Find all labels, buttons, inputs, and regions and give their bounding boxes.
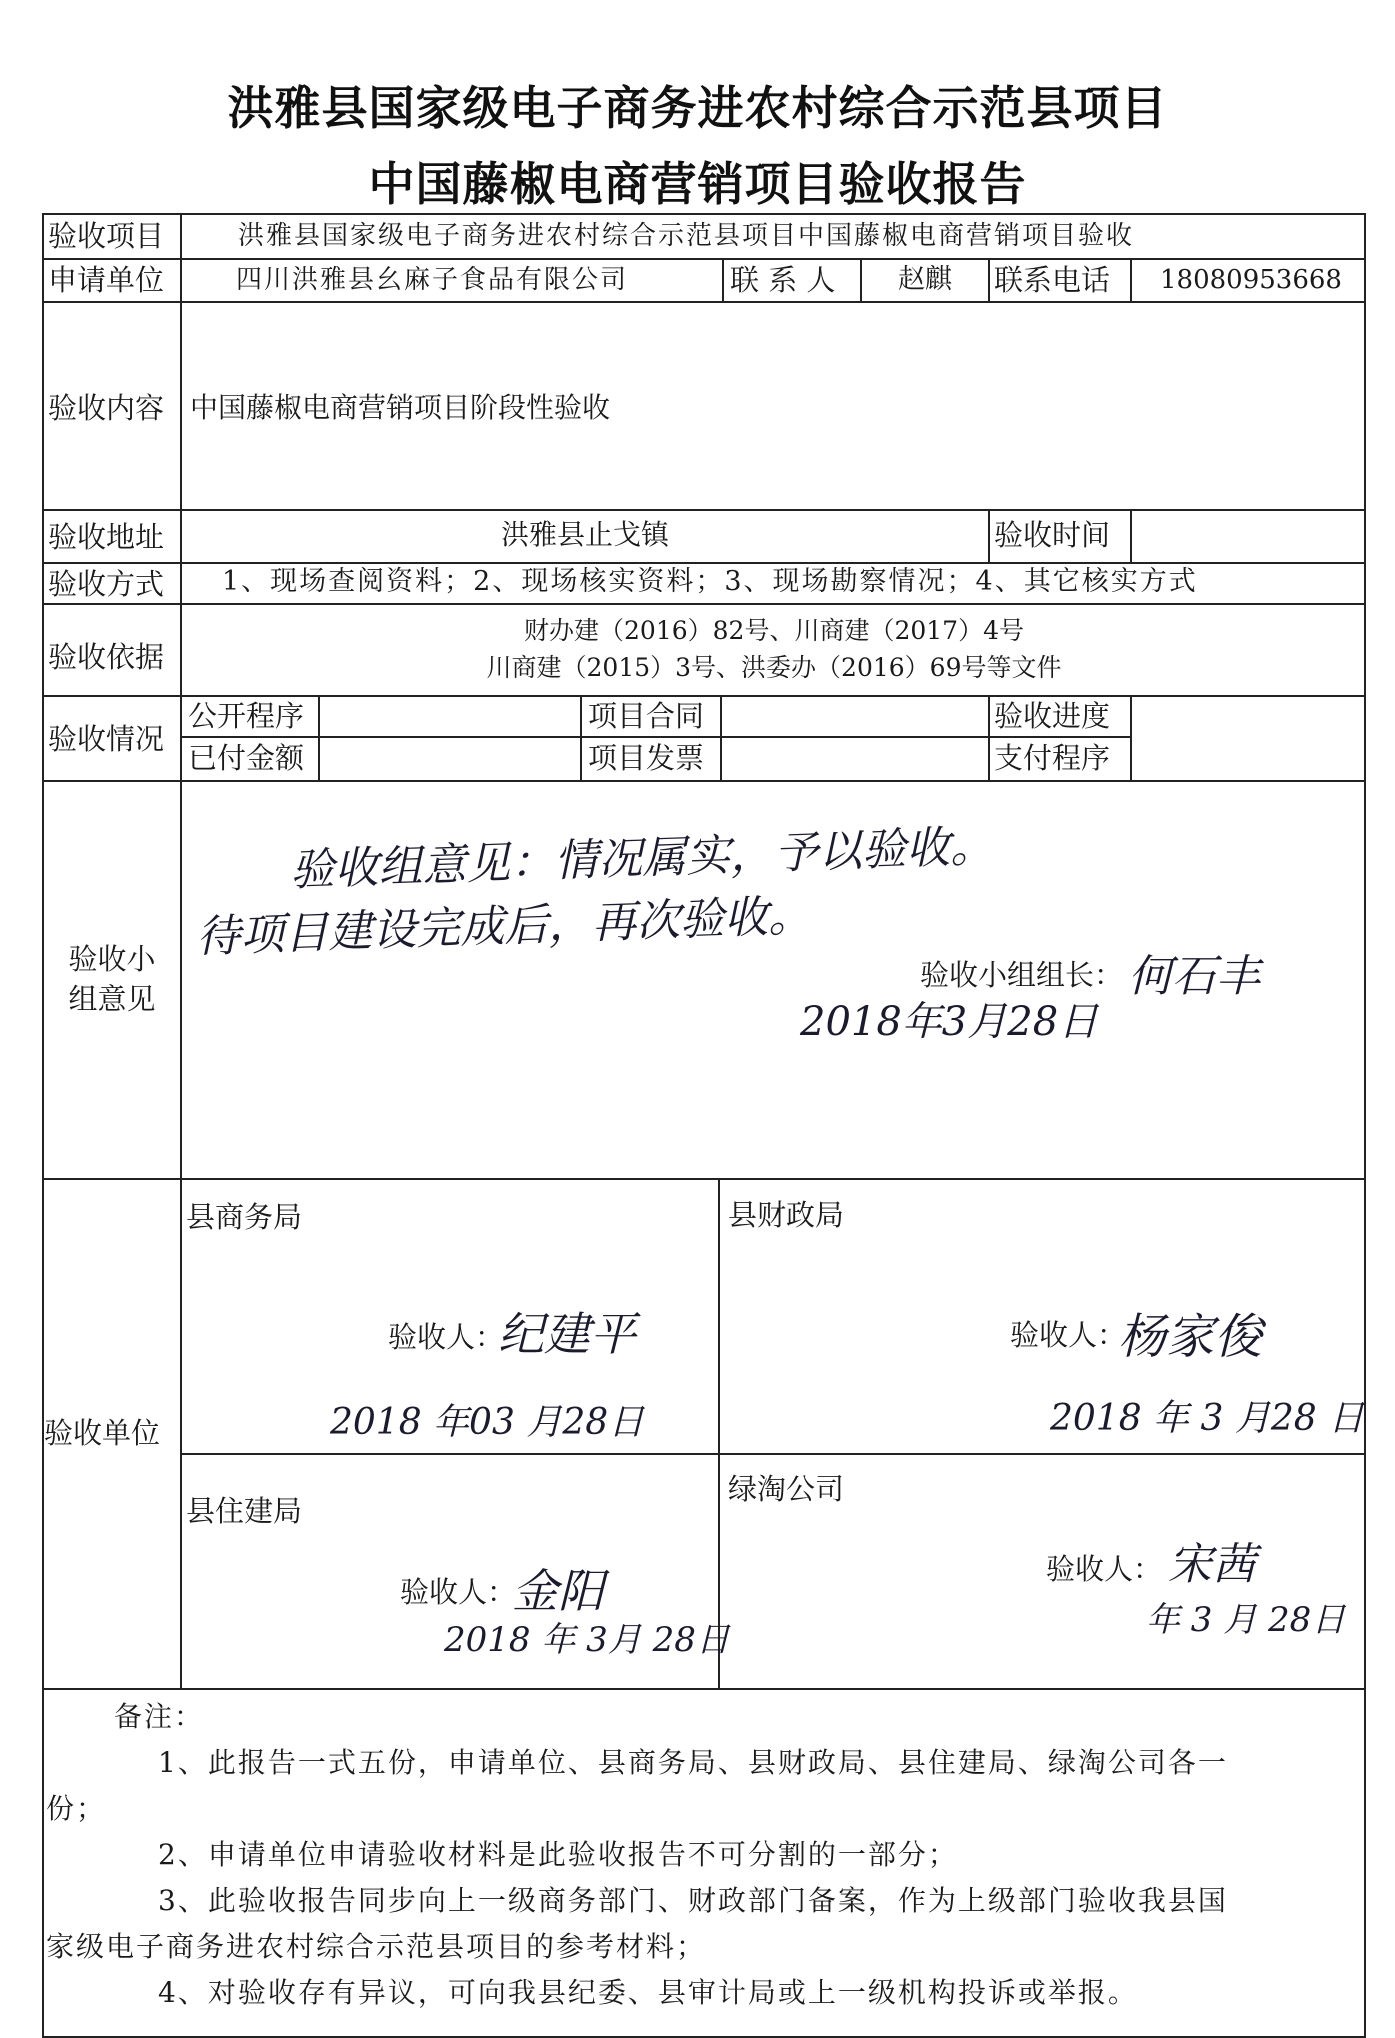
phone-label: 联系电话 xyxy=(994,263,1111,297)
commerce-receiver-label: 验收人： xyxy=(388,1320,505,1354)
basis-line1: 财办建（2016）82号、川商建（2017）4号 xyxy=(524,616,1024,645)
row-divider xyxy=(42,562,1366,564)
notes-heading: 备注： xyxy=(114,1700,205,1733)
notes-item-2: 2、申请单位申请验收材料是此验收报告不可分割的一部分； xyxy=(158,1838,958,1871)
col-divider xyxy=(318,695,320,780)
row-divider xyxy=(180,1453,1366,1455)
status-paid-amount: 已付金额 xyxy=(188,741,305,775)
row-divider xyxy=(42,509,1366,511)
col-divider xyxy=(722,258,724,301)
status-progress: 验收进度 xyxy=(994,699,1111,733)
leader-signature: 何石丰 xyxy=(1128,951,1260,1002)
contact-value: 赵麒 xyxy=(898,264,952,295)
finance-signature: 杨家俊 xyxy=(1118,1309,1263,1365)
status-payment-procedure: 支付程序 xyxy=(994,741,1111,775)
content-label: 验收内容 xyxy=(48,391,165,425)
row-divider xyxy=(42,301,1366,303)
housing-receiver-label: 验收人： xyxy=(400,1575,517,1609)
col-divider xyxy=(1130,695,1132,780)
col-divider xyxy=(988,509,990,562)
finance-bureau-name: 县财政局 xyxy=(728,1198,845,1232)
status-project-invoice: 项目发票 xyxy=(588,741,705,775)
lvtao-receiver-label: 验收人： xyxy=(1046,1552,1163,1586)
address-value: 洪雅县止戈镇 xyxy=(500,518,669,551)
method-label: 验收方式 xyxy=(48,567,165,601)
housing-date: 2018 年 3月 28日 xyxy=(444,1620,730,1660)
finance-date: 2018 年 3 月28 日 xyxy=(1050,1398,1365,1439)
applicant-value: 四川洪雅县幺麻子食品有限公司 xyxy=(236,265,629,295)
opinion-date: 2018年3月28日 xyxy=(800,999,1099,1045)
col-divider xyxy=(580,695,582,780)
row-divider xyxy=(42,1178,1366,1180)
label-column-divider xyxy=(180,213,182,1688)
housing-bureau-name: 县住建局 xyxy=(186,1494,303,1528)
finance-receiver-label: 验收人： xyxy=(1010,1318,1127,1352)
status-project-contract: 项目合同 xyxy=(588,699,705,733)
col-divider xyxy=(720,695,722,780)
col-divider xyxy=(860,258,862,301)
basis-line2: 川商建（2015）3号、洪委办（2016）69号等文件 xyxy=(486,653,1062,682)
notes-item-3-cont: 家级电子商务进农村综合示范县项目的参考材料； xyxy=(46,1930,707,1963)
applicant-label: 申请单位 xyxy=(48,263,165,297)
status-label: 验收情况 xyxy=(48,722,165,756)
commerce-signature: 纪建平 xyxy=(498,1307,636,1361)
leader-label: 验收小组组长： xyxy=(920,958,1124,992)
opinion-handwritten-line1: 验收组意见：情况属实，予以验收。 xyxy=(289,820,995,897)
opinion-label-line2: 组意见 xyxy=(68,982,156,1016)
phone-value: 18080953668 xyxy=(1160,265,1342,295)
notes-item-3: 3、此验收报告同步向上一级商务部门、财政部门备案，作为上级部门验收我县国 xyxy=(158,1884,1228,1917)
row-divider xyxy=(42,258,1366,260)
col-divider xyxy=(1130,258,1132,301)
col-divider xyxy=(1130,509,1132,562)
report-title-line2: 中国藤椒电商营销项目验收报告 xyxy=(368,157,1027,211)
method-value: 1、现场查阅资料；2、现场核实资料；3、现场勘察情况；4、其它核实方式 xyxy=(222,566,1198,597)
commerce-date: 2018 年03 月28日 xyxy=(330,1402,645,1443)
lvtao-signature: 宋茜 xyxy=(1168,1539,1256,1590)
status-public-procedure: 公开程序 xyxy=(188,699,305,733)
content-value: 中国藤椒电商营销项目阶段性验收 xyxy=(190,391,611,424)
contact-label: 联 系 人 xyxy=(730,263,836,297)
col-divider xyxy=(988,695,990,780)
report-title-line1: 洪雅县国家级电子商务进农村综合示范县项目 xyxy=(227,81,1168,135)
row-divider xyxy=(42,1688,1366,1690)
time-label: 验收时间 xyxy=(994,518,1111,552)
project-value: 洪雅县国家级电子商务进农村综合示范县项目中国藤椒电商营销项目验收 xyxy=(238,221,1135,251)
notes-item-4: 4、对验收存有异议，可向我县纪委、县审计局或上一级机构投诉或举报。 xyxy=(158,1976,1138,2009)
units-label: 验收单位 xyxy=(44,1416,161,1450)
commerce-bureau-name: 县商务局 xyxy=(186,1200,303,1234)
row-divider xyxy=(42,603,1366,605)
notes-item-1: 1、此报告一式五份，申请单位、县商务局、县财政局、县住建局、绿淘公司各一 xyxy=(158,1746,1228,1779)
address-label: 验收地址 xyxy=(48,520,165,554)
basis-label: 验收依据 xyxy=(48,640,165,674)
lvtao-company-name: 绿淘公司 xyxy=(728,1472,845,1506)
row-divider xyxy=(42,780,1366,782)
row-divider xyxy=(42,695,1366,697)
project-label: 验收项目 xyxy=(48,219,165,253)
col-divider xyxy=(988,258,990,301)
notes-item-1-cont: 份； xyxy=(46,1792,107,1825)
opinion-label-line1: 验收小 xyxy=(68,942,156,976)
housing-signature: 金阳 xyxy=(512,1564,604,1618)
opinion-handwritten-line2: 待项目建设完成后，再次验收。 xyxy=(195,890,813,963)
lvtao-date: 年 3 月 28日 xyxy=(1146,1600,1346,1640)
